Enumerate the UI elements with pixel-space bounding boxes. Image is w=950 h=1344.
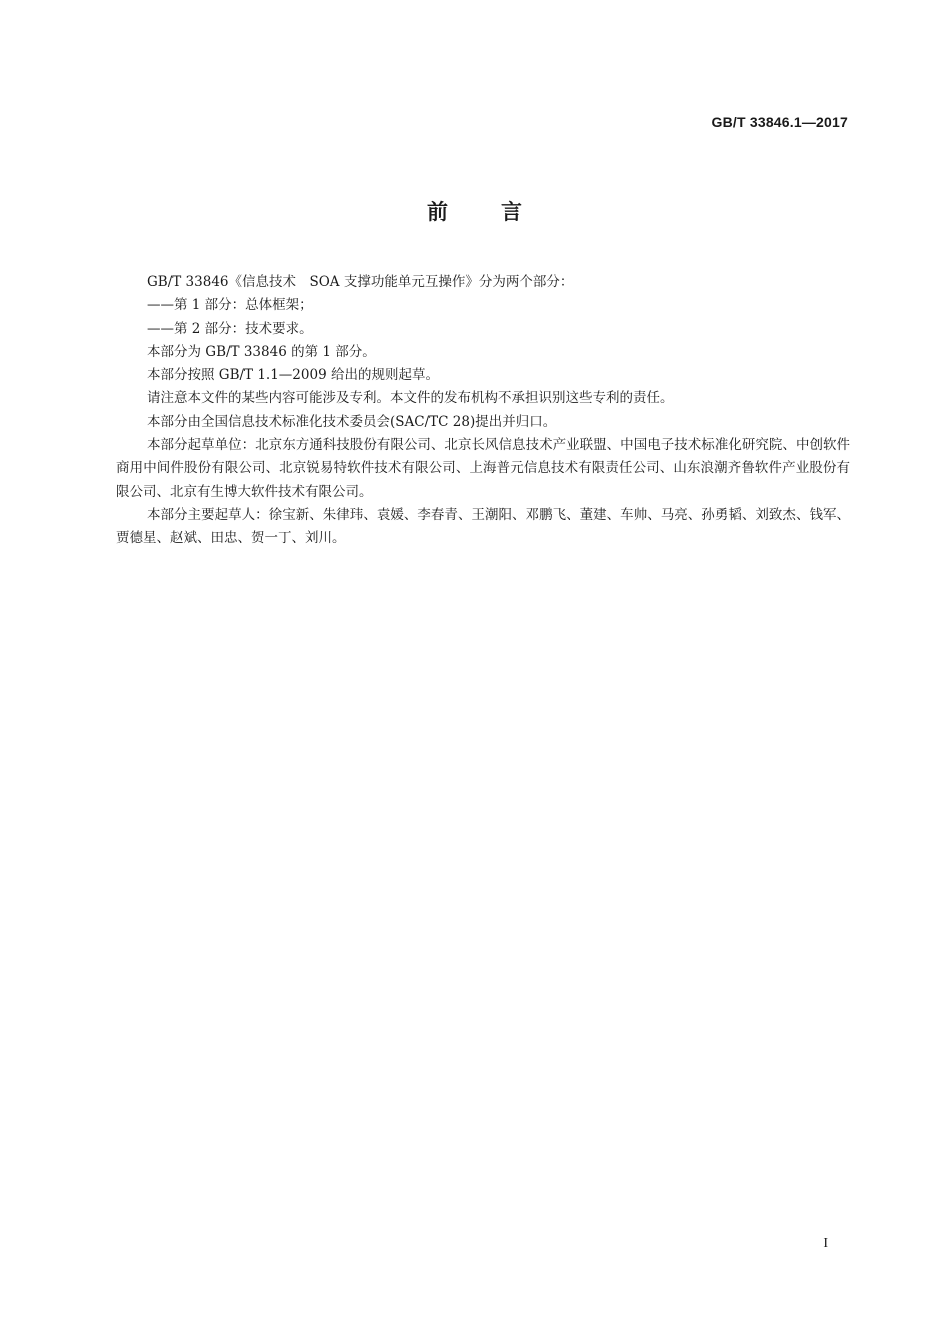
title-char-1: 前 [427,200,449,224]
foreword-body [116,271,850,551]
page-title [0,196,950,226]
paragraph-part2: ——第 2 部分：技术要求。 [147,320,313,337]
page-number: I [823,1236,828,1251]
title-char-2: 言 [501,200,523,224]
standard-number: GB/T 33846.1—2017 [711,114,848,130]
paragraph-patent-notice: 请注意本文件的某些内容可能涉及专利。本文件的发布机构不承担识别这些专利的责任。 [147,390,674,407]
paragraph-proposer: 本部分由全国信息技术标准化技术委员会(SAC/TC 28)提出并归口。 [147,413,557,430]
paragraph-this-part: 本部分为 GB/T 33846 的第 1 部分。 [147,343,376,360]
paragraph-drafting-rules: 本部分按照 GB/T 1.1—2009 给出的规则起草。 [147,367,439,384]
paragraph-intro: GB/T 33846《信息技术 SOA 支撑功能单元互操作》分为两个部分： [147,274,574,290]
paragraph-drafters: 本部分主要起草人：徐宝新、朱律玮、袁媛、李春青、王潮阳、邓鹏飞、董建、车帅、马亮、孙勇韬、刘致杰、钱军、贾德星、赵斌、田忠、贺一丁、刘川。 [116,506,850,547]
paragraph-part1: ——第 1 部分：总体框架； [147,297,313,314]
paragraph-drafting-units: 本部分起草单位：北京东方通科技股份有限公司、北京长风信息技术产业联盟、中国电子技术标准化研究院、中创软件商用中间件股份有限公司、北京锐易特软件技术有限公司、上海普元信息技术有限责任公司、山东浪潮齐鲁软件产业股份有限公司、北京有生博大软件技术有限公司。 [116,437,850,500]
